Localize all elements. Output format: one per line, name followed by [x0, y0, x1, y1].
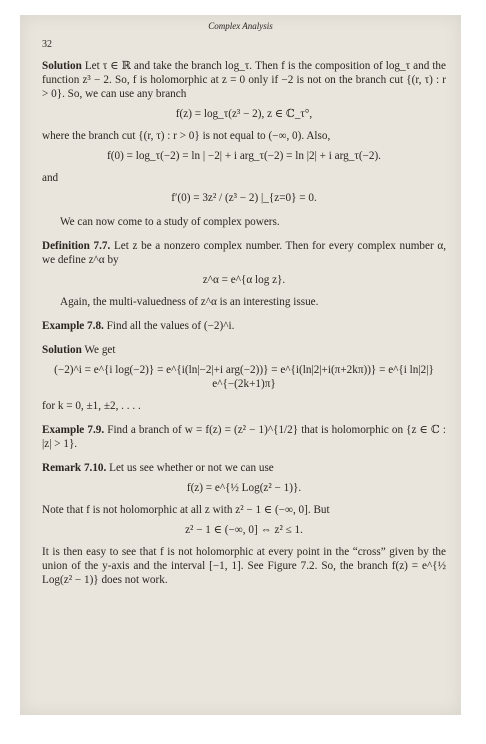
page-number: 32 — [42, 39, 52, 50]
equation-power-definition: z^α = e^{α log z}. — [202, 274, 286, 286]
page-content — [42, 59, 446, 593]
equation-f-definition: f(z) = log_τ(z³ − 2), z ∈ ℂ_τ°, — [175, 108, 313, 120]
solution-paragraph-1: Solution Let τ ∈ ℝ and take the branch log_τ. Then f is the composition of log_τ and the function z³ − 2. So, f is holomorphic at z = 0 only if −2 is not on the branch cut {(r, τ) : r > 0}. So, we can use any branch — [42, 60, 446, 100]
equation-derivative: f′(0) = 3z² / (z³ − 2) |_{z=0} = 0. — [171, 192, 317, 204]
example-7-9: Example 7.9. Find a branch of w = f(z) = (z² − 1)^{1/2} that is holomorphic on {z ∈ ℂ : |z| > 1}. — [42, 424, 447, 450]
not-holomorphic-note: Note that f is not holomorphic at all z with z² − 1 ∈ (−∞, 0]. But — [42, 504, 330, 516]
example-7-8: Example 7.8. Find all the values of (−2)^i. — [42, 320, 235, 332]
running-header: Complex Analysis — [208, 21, 273, 31]
complex-powers-intro: We can now come to a study of complex powers. — [60, 216, 280, 228]
cross-conclusion: It is then easy to see that f is not holomorphic at every point in the “cross” given by the union of the y-axis and the interval [−1, 1]. See Figure 7.2. So, the branch f(z) = e^{½ Log(z² − 1)} does not work. — [42, 546, 446, 586]
equation-f-at-zero: f(0) = log_τ(−2) = ln | −2| + i arg_τ(−2) = ln |2| + i arg_τ(−2). — [107, 150, 381, 162]
equation-minus-two-power-i: (−2)^i = e^{i log(−2)} = e^{i(ln|−2|+i arg(−2))} = e^{i(ln|2|+i(π+2kπ))} = e^{i ln|2|} e^{−(2k+1)π} — [54, 364, 434, 390]
remark-7-10: Remark 7.10. Let us see whether or not we can use — [42, 462, 274, 474]
book-page — [20, 15, 461, 715]
equation-branch-attempt: f(z) = e^{½ Log(z² − 1)}. — [186, 482, 302, 494]
multivalued-note: Again, the multi-valuedness of z^α is an interesting issue. — [60, 296, 319, 308]
definition-7-7: Definition 7.7. Let z be a nonzero complex number. Then for every complex number α, we define z^α by — [42, 240, 447, 266]
k-values: for k = 0, ±1, ±2, . . . . — [42, 400, 141, 412]
solution-paragraph-2: Solution We get — [42, 344, 116, 356]
equation-condition: z² − 1 ∈ (−∞, 0] ⇔ z² ≤ 1. — [185, 524, 303, 536]
and-connector: and — [42, 172, 59, 184]
branch-cut-note: where the branch cut {(r, τ) : r > 0} is not equal to (−∞, 0). Also, — [42, 130, 331, 142]
